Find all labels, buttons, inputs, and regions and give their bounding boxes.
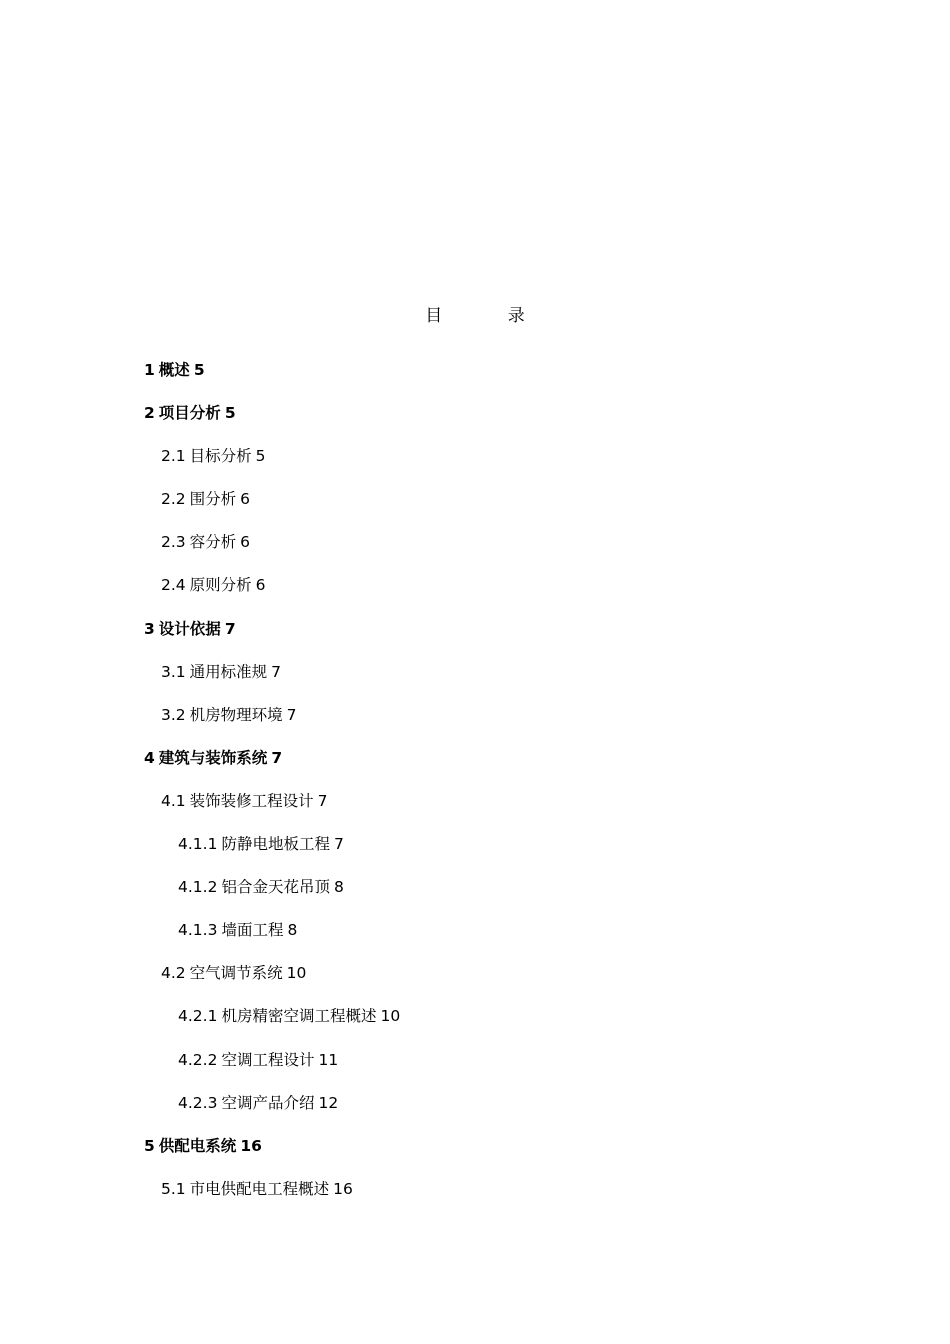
toc-entry[interactable] — [0, 1048, 950, 1091]
toc-entry-number: 2.1 — [161, 447, 186, 466]
toc-entry[interactable] — [0, 832, 950, 875]
toc-entry-number: 4.2.2 — [178, 1050, 218, 1069]
toc-entry[interactable] — [0, 573, 950, 616]
toc-entry-title: 空调工程设计 — [221, 1050, 315, 1069]
toc-entry-page-number: 16 — [240, 1136, 262, 1155]
toc-entry-number: 4.1.1 — [178, 835, 218, 854]
toc-entry[interactable] — [0, 746, 950, 789]
toc-entry-page-number: 16 — [333, 1179, 353, 1198]
toc-entry-page-number: 12 — [318, 1093, 339, 1112]
toc-entry-title: 建筑与装饰系统 — [158, 748, 268, 767]
toc-entry-page-number: 5 — [193, 361, 205, 379]
toc-entry-title: 空调产品介绍 — [221, 1093, 315, 1112]
toc-entry[interactable] — [0, 487, 950, 530]
toc-entry-number: 4 — [144, 748, 155, 767]
toc-entry[interactable] — [0, 1091, 950, 1134]
toc-entry-title: 空气调节系统 — [189, 964, 283, 983]
toc-entry-page-number: 5 — [255, 447, 266, 466]
toc-entry[interactable] — [0, 358, 950, 401]
toc-entry-title: 通用标准规 — [189, 662, 268, 681]
toc-entry-number: 4.2.1 — [178, 1007, 218, 1026]
toc-entry-number: 5.1 — [161, 1179, 186, 1198]
toc-entry-number: 2 — [144, 404, 155, 423]
toc-entry[interactable] — [0, 875, 950, 918]
toc-entry-page-number: 7 — [286, 705, 297, 724]
toc-entry-number: 4.2 — [161, 964, 186, 983]
toc-entry[interactable] — [0, 1177, 950, 1220]
toc-entry-page-number: 7 — [271, 748, 283, 767]
toc-entry[interactable] — [0, 961, 950, 1004]
toc-entry-title: 容分析 — [189, 533, 237, 552]
toc-title: 目 录 — [425, 306, 555, 326]
toc-entry-number: 2.2 — [161, 490, 186, 509]
toc-entry-number: 4.1.3 — [178, 921, 218, 940]
toc-list — [0, 358, 950, 1220]
toc-entry-title: 装饰装修工程设计 — [189, 791, 314, 810]
toc-entry-number: 3 — [144, 619, 155, 638]
toc-entry-page-number: 7 — [333, 835, 344, 854]
toc-entry-page-number: 10 — [286, 964, 307, 983]
toc-entry-number: 1 — [144, 361, 155, 379]
toc-entry[interactable] — [0, 918, 950, 961]
toc-entry-title: 供配电系统 — [158, 1136, 237, 1155]
toc-entry-page-number: 8 — [287, 921, 298, 940]
toc-entry[interactable] — [0, 660, 950, 703]
toc-entry-page-number: 6 — [255, 576, 266, 595]
toc-entry-number: 3.2 — [161, 705, 186, 724]
toc-entry-number: 3.1 — [161, 662, 186, 681]
toc-entry-title: 防静电地板工程 — [221, 835, 330, 854]
toc-entry-page-number: 8 — [333, 878, 344, 897]
toc-entry-title: 围分析 — [189, 490, 237, 509]
toc-entry[interactable] — [0, 401, 950, 444]
toc-entry-title: 机房精密空调工程概述 — [221, 1007, 377, 1026]
toc-entry-title: 市电供配电工程概述 — [189, 1179, 330, 1198]
toc-entry-title: 铝合金天花吊顶 — [221, 878, 330, 897]
toc-entry[interactable] — [0, 789, 950, 832]
toc-entry-title: 原则分析 — [189, 576, 252, 595]
toc-entry[interactable] — [0, 530, 950, 573]
toc-entry[interactable] — [0, 703, 950, 746]
toc-entry-number: 2.4 — [161, 576, 186, 595]
toc-entry-title: 项目分析 — [158, 404, 221, 423]
toc-entry[interactable] — [0, 444, 950, 487]
toc-entry-page-number: 7 — [224, 619, 236, 638]
toc-entry-title: 概述 — [158, 361, 190, 379]
toc-entry-number: 4.1.2 — [178, 878, 218, 897]
toc-entry[interactable] — [0, 1004, 950, 1047]
toc-entry-title: 墙面工程 — [221, 921, 284, 940]
toc-entry-page-number: 7 — [271, 662, 282, 681]
toc-entry-title: 机房物理环境 — [189, 705, 283, 724]
toc-entry-page-number: 6 — [240, 533, 251, 552]
toc-entry-title: 设计依据 — [158, 619, 221, 638]
toc-entry-number: 5 — [144, 1136, 155, 1155]
toc-entry-page-number: 10 — [380, 1007, 401, 1026]
toc-entry-page-number: 6 — [240, 490, 251, 509]
toc-entry-number: 2.3 — [161, 533, 186, 552]
toc-entry-title: 目标分析 — [189, 447, 252, 466]
toc-entry-number: 4.1 — [161, 791, 186, 810]
toc-entry-number: 4.2.3 — [178, 1093, 218, 1112]
toc-entry-page-number: 7 — [317, 791, 328, 810]
toc-entry-page-number: 5 — [224, 404, 236, 423]
toc-entry[interactable] — [0, 1134, 950, 1177]
toc-entry-page-number: 11 — [318, 1050, 339, 1069]
toc-entry[interactable] — [0, 617, 950, 660]
